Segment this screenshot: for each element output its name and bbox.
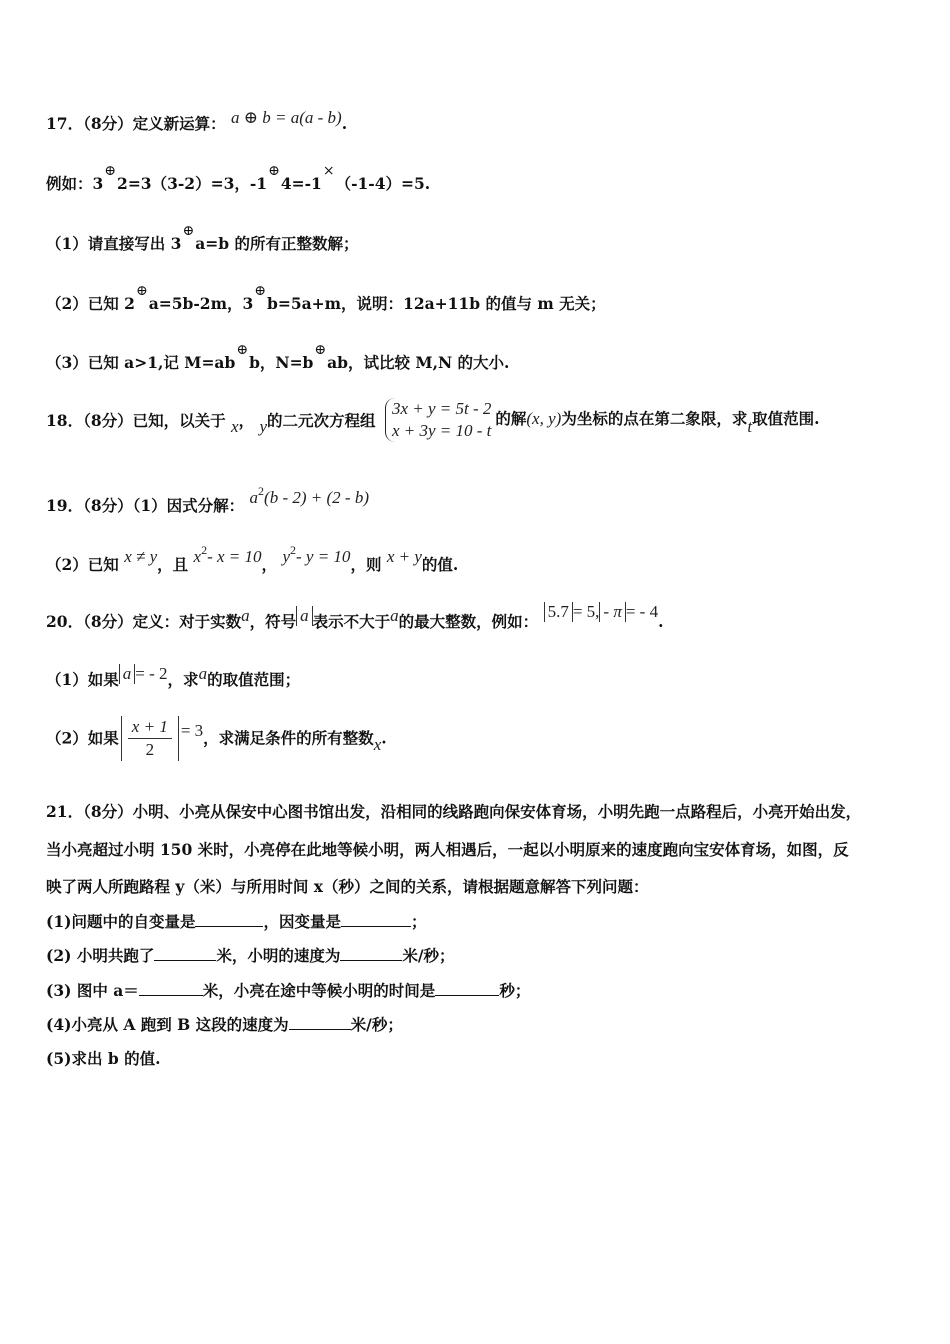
floor-example-2-value: = - 4 [625,602,659,621]
oplus-symbol: ⊕ [314,342,327,358]
q20-part2-value: = 3 [180,720,204,740]
floor-example-1: 5.7 [544,602,573,622]
q17-part3-c: ab，试比较 M,N 的大小. [327,353,510,372]
q20-desc: 表示不大于 [312,612,391,631]
q21-sub2-a: (2) 小明共跑了 [46,946,155,965]
equation-1: 3x + y = 5t - 2 [391,399,492,418]
q20-part1-tail: ，求 [167,670,199,689]
q17-part2-a: （2）已知 2 [46,294,135,313]
q21-line1: 21．（8分）小明、小亮从保安中心图书馆出发，沿相同的线路跑向保安体育场，小明先跑一点路程后，小亮开始出发， [46,802,862,821]
q21-sub4 [46,1013,403,1035]
q17-part1-b: a=b 的所有正整数解； [195,234,359,253]
q21-line2: 当小亮超过小明 150 米时，小亮停在此地等候小明，两人相遇后，一起以小明原来的速度跑向宝安体育场，如图，反 [46,840,849,859]
oplus-symbol: ⊕ [254,283,266,299]
q17-part2-b: a=5b-2m，3 [148,294,254,313]
q17-part1 [46,223,359,254]
q20-part2-label: （2）如果 [46,728,119,748]
q20-part2 [46,716,387,761]
q20-head: 20．（8分）定义：对于实数 [46,612,242,631]
fraction-numerator: x + 1 [128,716,172,739]
q18-end: 取值范围. [752,409,820,428]
q20-part2-tail: ，求满足条件的所有整数 [203,728,374,748]
q21-sub1 [46,910,426,932]
floor-fraction [121,716,179,761]
answer-blank[interactable] [435,995,499,996]
sum-expr: x + y [386,547,422,566]
period: . [658,612,664,631]
eq2-rest: - y = 10 [296,547,351,566]
q21-sub2 [46,944,455,966]
q19-part2-label: （2）已知 [46,555,119,574]
q20-line [46,602,664,631]
eq1-rest: - x = 10 [207,547,262,566]
q19-end: 的值. [421,555,459,574]
oplus-symbol: ⊕ [135,283,148,299]
q18-solution-text: 的解 [495,409,527,428]
coordinate-pair: (x, y) [526,409,562,428]
condition: x ≠ y [124,547,158,566]
q21-sub1-b: ，因变量是 [263,912,341,931]
q17-part3 [46,342,510,373]
q17-part2 [46,283,606,314]
q21-sub4-a: (4)小亮从 A 跑到 B 这段的速度为 [46,1015,289,1034]
q20-part1-label: （1）如果 [46,670,119,689]
q21-sub4-b: 米/秒； [350,1015,403,1034]
separator: ， [261,555,278,574]
q17-definition: a ⊕ b = a(a - b) [231,108,342,127]
q17-part3-a: （3）已知 a>1,记 M=ab [46,353,236,372]
q21-sub3 [46,979,530,1001]
answer-blank[interactable] [154,960,216,961]
var-a: a [198,664,208,683]
q17-part2-c: b=5a+m，说明：12a+11b 的值与 m 无关； [267,294,606,313]
q20-part1-end: 的取值范围； [207,670,301,689]
q21-sub2-c: 米/秒； [402,946,455,965]
q19-head: 19．（8分）（1）因式分解： [46,496,245,515]
answer-blank[interactable] [340,960,402,961]
oplus-symbol: ⊕ [268,163,280,179]
q21-sub3-c: 秒； [499,981,531,1000]
answer-blank[interactable] [289,1029,351,1030]
floor-bracket-a: a [119,664,136,684]
q21-sub1-c: ； [410,912,427,931]
answer-blank[interactable] [341,926,411,927]
equation-2: x + 3y = 10 - t [391,421,492,440]
q18-head: 18．（8分）已知，以关于 [46,411,226,430]
q17-part1-a: （1）请直接写出 3 [46,234,182,253]
var-t: t [747,417,753,436]
q17-example-line [46,163,431,194]
eq1-var: x [193,547,202,566]
oplus-symbol: ⊕ [182,223,195,239]
var-y: y [259,417,268,436]
q18-mid: 的二元次方程组 [267,411,376,430]
q21-line3: 映了两人所跑路程 y（米）与所用时间 x（秒）之间的关系，请根据题意解答下列问题： [46,877,649,896]
expr-exponent: 2 [258,484,265,498]
q18-tail: 为坐标的点在第二象限，求 [561,409,748,428]
q21-sub3-b: 米，小亮在途中等候小明的时间是 [202,981,436,1000]
eq2-var: y [282,547,290,566]
q20-part1-value: = - 2 [135,664,168,683]
floor-bracket-a: a [296,606,313,626]
q17-example-a: 2=3（3-2）=3，-1 [117,174,268,193]
fraction-denominator: 2 [145,740,155,759]
q21-sub1-a: (1)问题中的自变量是 [46,912,196,931]
q20-part1 [46,662,301,689]
q20-symbol-text: ，符号 [249,612,297,631]
var-x: x [231,417,239,436]
q19-line1 [46,484,369,515]
var-a: a [390,606,399,625]
q21-sub5: (5)求出 b 的值. [46,1049,161,1068]
var-a: a [241,606,250,625]
q21-sub3-a: (3) 图中 a＝ [46,981,139,1000]
oplus-symbol: ⊕ [104,163,117,179]
q20-part2-end: . [381,728,387,748]
comma: ， [238,411,255,430]
and-text: ，且 [157,555,189,574]
q17-example-b: 4=-1 [280,174,322,193]
floor-example-1-value: = 5, [572,602,600,621]
floor-example-2: - π [599,602,625,622]
q19-line2: （2）已知 x ≠ y，且 $x^2-$ x = 10， $y^2-$ y = 10，则 x + y的值. [46,543,459,574]
var-x: x [373,734,382,754]
answer-blank[interactable] [139,995,203,996]
q17-part3-b: b，N=b [249,353,314,372]
q17-example-label: 例如：3 [46,174,104,193]
q20-desc2: 的最大整数，例如： [398,612,539,631]
equation-system [385,398,491,442]
q17-example-c: （-1-4）=5. [335,174,431,193]
expr-a: a [249,488,259,507]
answer-blank[interactable] [195,926,263,927]
expr-rest: (b - 2) + (2 - b) [264,488,369,507]
then-text: ，则 [350,555,382,574]
q21-sub2-b: 米，小明的速度为 [216,946,341,965]
q17-title-line: 17．（8分）定义新运算： a ⊕ b = a(a - b). [46,108,348,133]
q17-head: 17．（8分）定义新运算： [46,114,226,133]
q18-line [46,398,819,442]
oplus-symbol: ⊕ [236,342,249,358]
times-symbol: × [322,163,335,179]
